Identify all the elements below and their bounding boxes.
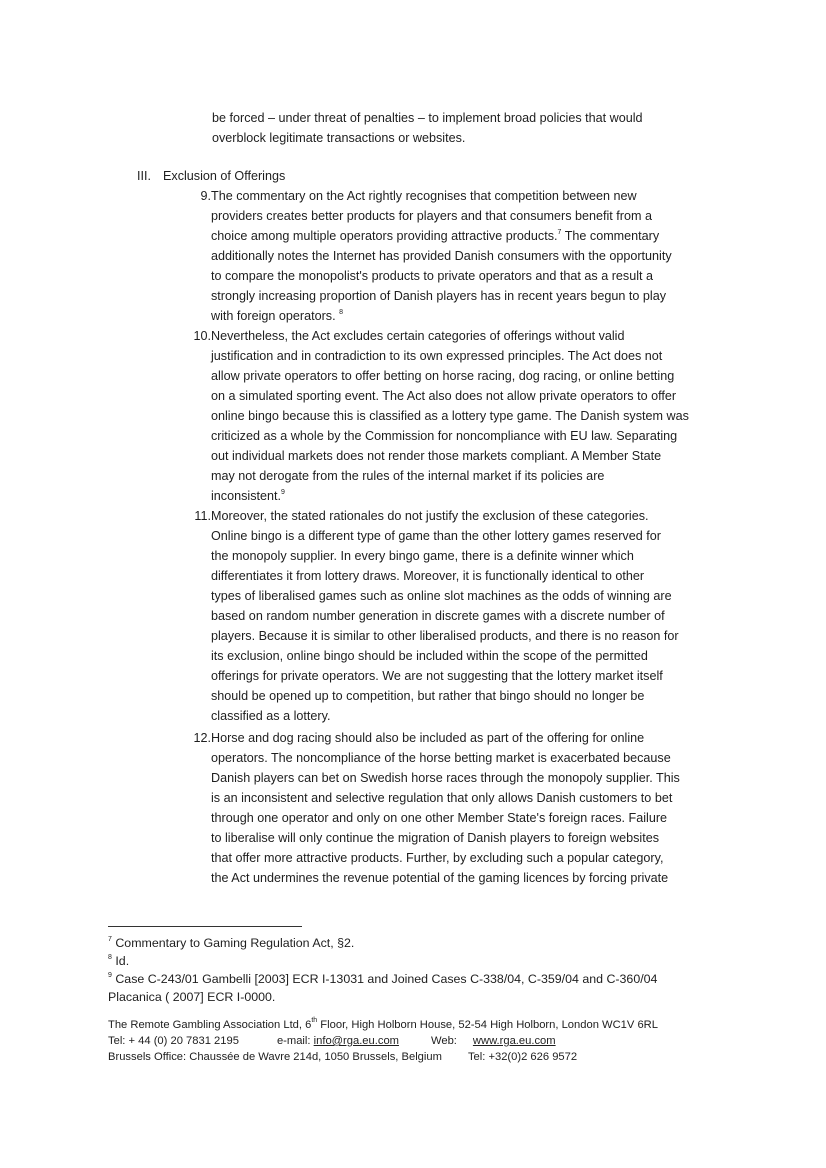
section-title: Exclusion of Offerings — [163, 169, 286, 183]
footnote-text: Commentary to Gaming Regulation Act, §2. — [115, 936, 355, 950]
text-line: classified as a lottery. — [211, 709, 331, 723]
text-line: The commentary on the Act rightly recognises that competition between new — [211, 189, 637, 203]
text-line: Online bingo is a different type of game than the other lottery games reserved for — [211, 529, 661, 543]
web-label: Web: — [430, 1035, 457, 1047]
footnote-9 — [108, 970, 748, 1006]
text-line: types of liberalised games such as online slot machines as the odds of winning are — [211, 589, 672, 603]
footnote-number: 7 — [108, 935, 112, 943]
text-line: inconsistent.$^9$ — [211, 488, 285, 503]
paragraph-number: 9. — [200, 189, 211, 203]
text-line: online bingo because this is classified as a lottery type game. The Danish system was — [211, 409, 689, 423]
paragraph-number: 12. — [193, 731, 211, 745]
text-line: players. Because it is similar to other liberalised products, and there is no reason for — [211, 629, 679, 643]
text-line: with foreign operators. $^8$ — [211, 308, 344, 323]
text-line: Moreover, the stated rationales do not justify the exclusion of these categories. — [211, 509, 649, 523]
text-line: Danish players can bet on Swedish horse races through the monopoly supplier. This — [211, 771, 680, 785]
footer-tel: Tel: + 44 (0) 20 7831 2195 — [108, 1035, 239, 1047]
footer-contact — [108, 1033, 748, 1049]
paragraph-11 — [185, 506, 745, 726]
text-line: on a simulated sporting event. The Act also does not allow private operators to offer — [211, 389, 677, 403]
text-line: that offer more attractive products. Further, by excluding such a popular category, — [211, 851, 664, 865]
text-line: criticized as a whole by the Commission for noncompliance with EU law. Separating — [211, 429, 678, 443]
footnote-text: Id. — [115, 954, 130, 968]
text-line: out individual markets does not render those markets compliant. A Member State — [211, 449, 662, 463]
text-line: be forced – under threat of penalties – to implement broad policies that would — [212, 111, 643, 125]
section-heading — [137, 166, 285, 186]
email-link[interactable]: info@rga.eu.com — [313, 1035, 399, 1047]
footer-address: The Remote Gambling Association Ltd, 6th Floor, High Holborn House, 52-54 High Holborn, London WC1V 6RL — [108, 1017, 658, 1031]
text-line: the monopoly supplier. In every bingo game, there is a definite winner which — [211, 549, 634, 563]
text-line: is an inconsistent and selective regulation that only allows Danish customers to bet — [211, 791, 673, 805]
footnote-separator — [108, 926, 302, 927]
text-line: its exclusion, online bingo should be included within the scope of the permitted — [211, 649, 648, 663]
text-line: Horse and dog racing should also be included as part of the offering for online — [211, 731, 645, 745]
text-line: Nevertheless, the Act excludes certain categories of offerings without valid — [211, 329, 625, 343]
text-line: providers creates better products for players and that consumers benefit from a — [211, 209, 652, 223]
text-line: justification and in contradiction to its own expressed principles. The Act does not — [211, 349, 663, 363]
text-line: differentiates it from lottery draws. Moreover, it is functionally identical to other — [211, 569, 645, 583]
paragraph-10 — [185, 326, 745, 506]
footnote-text: Placanica ( 2007] ECR I-0000. — [108, 990, 276, 1004]
footnote-text: Case C-243/01 Gambelli [2003] ECR I-13031 and Joined Cases C-338/04, C-359/04 and C-360/04 — [115, 972, 658, 986]
web-link[interactable]: www.rga.eu.com — [472, 1035, 556, 1047]
footnote-ref-8[interactable]: 8 — [339, 308, 344, 316]
text-line: strongly increasing proportion of Danish players has in recent years begun to play — [211, 289, 667, 303]
text-line: offerings for private operators. We are not suggesting that the lottery market itself — [211, 669, 663, 683]
footnote-7 — [108, 934, 748, 952]
email-label: e-mail: — [276, 1035, 311, 1047]
footnote-number: 8 — [108, 953, 112, 961]
text-line: based on random number generation in discrete games with a discrete number of — [211, 609, 665, 623]
text-line: operators. The noncompliance of the horse betting market is exacerbated because — [211, 751, 671, 765]
brussels-tel: Tel: +32(0)2 626 9572 — [467, 1051, 578, 1063]
text-line: choice among multiple operators providing attractive products.$^7$ The commentary — [211, 228, 660, 243]
text-line: through one operator and only on one other Member State's foreign races. Failure — [211, 811, 668, 825]
text-line: to compare the monopolist's products to private operators and that as a result a — [211, 269, 654, 283]
section-number: III. — [137, 169, 151, 183]
paragraph-number: 10. — [193, 329, 211, 343]
text-line: additionally notes the Internet has provided Danish consumers with the opportunity — [211, 249, 672, 263]
text-line: the Act undermines the revenue potential of the gaming licences by forcing private — [211, 871, 669, 885]
paragraph-number: 11. — [194, 509, 211, 523]
text-line: to liberalise will only continue the migration of Danish players to foreign websites — [211, 831, 660, 845]
paragraph-9 — [185, 186, 745, 326]
paragraph-12 — [185, 728, 745, 888]
footer-brussels: Brussels Office: Chaussée de Wavre 214d, 1050 Brussels, Belgium Tel: +32(0)2 626 9572 — [108, 1051, 578, 1063]
footnote-number: 9 — [108, 971, 112, 979]
text-line: should be opened up to competition, but rather that bingo should no longer be — [211, 689, 645, 703]
text-line: overblock legitimate transactions or websites. — [212, 131, 466, 145]
text-line: may not derogate from the rules of the internal market if its policies are — [211, 469, 605, 483]
continued-paragraph — [212, 108, 732, 148]
text-line: allow private operators to offer betting on horse racing, dog racing, or online betting — [211, 369, 675, 383]
letterhead-footer — [108, 1017, 748, 1065]
footnote-8 — [108, 952, 748, 970]
footnote-ref-9[interactable]: 9 — [281, 488, 285, 496]
footnote-ref-7[interactable]: 7 — [557, 228, 562, 236]
